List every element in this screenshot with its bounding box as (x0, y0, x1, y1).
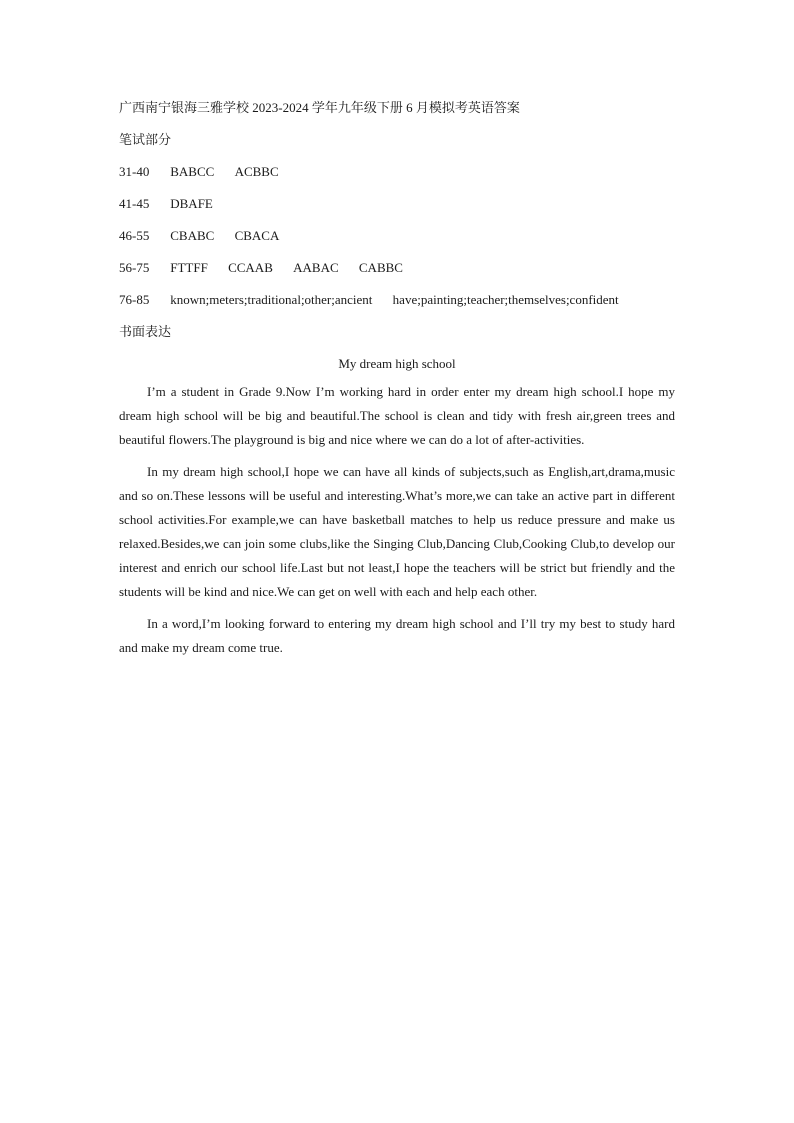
answer-group: AABAC (293, 260, 339, 275)
answer-row (119, 156, 675, 188)
answer-row (119, 284, 675, 316)
answer-range: 46-55 (119, 228, 150, 243)
answer-group: have;painting;teacher;themselves;confident (392, 292, 619, 307)
answer-group: CABBC (358, 260, 403, 275)
essay-paragraph: In a word,I’m looking forward to entering my dream high school and I’ll try my best to study hard and make my dream come true. (119, 616, 675, 655)
answer-row (119, 220, 675, 252)
answer-range: 31-40 (119, 164, 150, 179)
section-heading-writing: 书面表达 (119, 324, 172, 339)
answer-row (119, 252, 675, 284)
essay-title: My dream high school (338, 356, 456, 371)
essay-paragraph: I’m a student in Grade 9.Now I’m working hard in order enter my dream high school.I hope my dream high school will be big and beautiful.The school is clean and tidy with fresh air,green trees and beautiful flowers.The playground is big and nice where we can do a lot of after-activities. (119, 384, 675, 447)
answer-group: known;meters;traditional;other;ancient (170, 292, 373, 307)
answer-group: DBAFE (170, 196, 213, 211)
section-heading-written: 笔试部分 (119, 132, 172, 147)
answer-range: 76-85 (119, 292, 150, 307)
answer-row (119, 188, 675, 220)
document-title: 广西南宁银海三雅学校 2023-2024 学年九年级下册 6 月模拟考英语答案 (119, 100, 520, 115)
answer-group: CBABC (170, 228, 215, 243)
answer-group: FTTFF (170, 260, 208, 275)
answer-range: 56-75 (119, 260, 150, 275)
essay-paragraph: In my dream high school,I hope we can have all kinds of subjects,such as English,art,drama,music and so on.These lessons will be useful and interesting.What’s more,we can take an active part in different school activities.For example,we can have basketball matches to help us reduce pressure and make us relaxed.Besides,we can join some clubs,like the Singing Club,Dancing Club,Cooking Club,to develop our interest and enrich our school life.Last but not least,I hope the teachers will be strict but friendly and the students will be kind and nice.We can get on well with each and help each other. (119, 464, 675, 599)
answer-range: 41-45 (119, 196, 150, 211)
answer-group: BABCC (170, 164, 215, 179)
document-page (119, 92, 675, 668)
answer-group: CCAAB (228, 260, 273, 275)
answer-group: ACBBC (234, 164, 279, 179)
answer-group: CBACA (234, 228, 280, 243)
